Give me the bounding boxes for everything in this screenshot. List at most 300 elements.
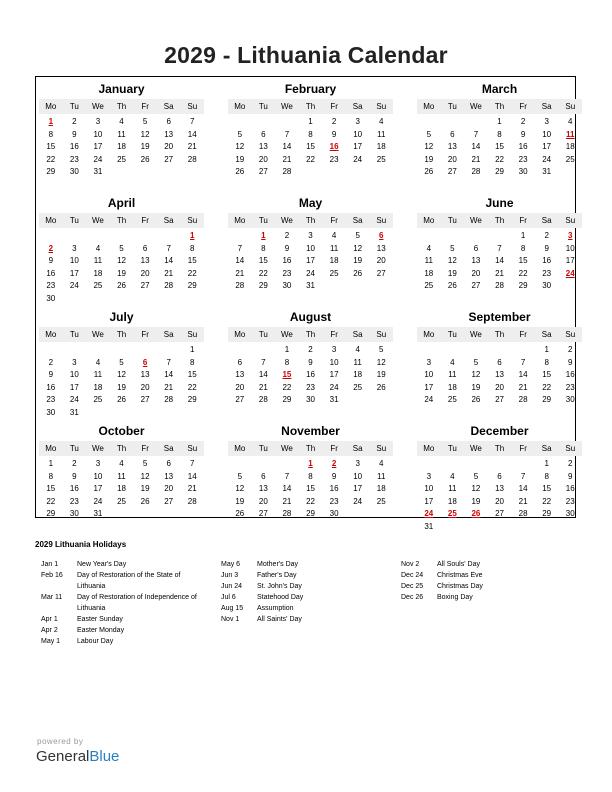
month-october — [39, 424, 204, 521]
day-cell: 19 — [447, 268, 457, 278]
day-cell: 9 — [568, 357, 573, 367]
week-row — [417, 243, 582, 256]
day-cell: 29 — [282, 395, 292, 404]
day-cell: 12 — [471, 484, 481, 493]
day-cell: 24 — [329, 382, 339, 392]
day-cell: 30 — [329, 509, 339, 518]
day-cell: 20 — [447, 154, 457, 164]
day-cell: 16 — [46, 382, 56, 392]
day-cell: 6 — [473, 243, 479, 253]
holiday-day-cell: 2 — [331, 459, 337, 468]
weekday-label: Tu — [69, 216, 79, 225]
weekday-label: Th — [305, 102, 316, 111]
day-cell: 18 — [565, 142, 575, 151]
week-row — [228, 508, 393, 521]
day-cell: 24 — [306, 268, 315, 278]
week-row — [228, 357, 393, 370]
day-cell — [228, 344, 252, 357]
day-cell: 1 — [308, 117, 313, 126]
day-cell: 13 — [495, 370, 504, 379]
week-row — [228, 471, 393, 484]
day-cell: 5 — [119, 243, 124, 253]
day-cell — [110, 166, 134, 179]
day-cell — [86, 230, 110, 243]
day-cell: 25 — [376, 496, 386, 506]
day-cell — [133, 508, 157, 521]
day-cell: 11 — [448, 370, 457, 379]
holiday-date — [41, 603, 77, 614]
day-cell: 31 — [542, 167, 552, 176]
day-cell: 20 — [140, 268, 150, 278]
day-cell — [63, 230, 87, 243]
day-cell: 4 — [355, 345, 360, 354]
week-row — [228, 496, 393, 509]
day-cell: 29 — [542, 395, 552, 404]
day-cell — [441, 521, 465, 534]
weekday-label: Th — [116, 102, 127, 111]
day-cell: 21 — [187, 484, 197, 493]
calendar-grid — [35, 76, 576, 531]
month-march — [417, 82, 582, 179]
day-cell: 23 — [69, 496, 79, 506]
day-cell: 2 — [331, 117, 337, 126]
day-cell: 23 — [46, 395, 56, 404]
weekday-label: Mo — [234, 216, 246, 225]
week-row — [39, 344, 204, 357]
day-cell: 12 — [117, 256, 126, 265]
holiday-name: Lithuania — [77, 605, 106, 612]
weekday-header — [39, 99, 204, 114]
day-cell: 23 — [518, 154, 528, 164]
day-cell: 24 — [353, 154, 363, 164]
holiday-day-cell: 1 — [308, 459, 313, 468]
holiday-item — [41, 592, 206, 603]
weekday-label: We — [92, 444, 104, 453]
day-cell: 25 — [447, 395, 457, 404]
day-cell: 22 — [282, 382, 292, 392]
day-cell: 28 — [164, 395, 174, 404]
powered-by-text: powered by — [37, 737, 84, 746]
day-cell: 16 — [282, 256, 292, 265]
day-cell — [464, 116, 488, 129]
day-cell: 10 — [353, 471, 363, 481]
day-cell: 7 — [284, 471, 290, 481]
holidays-title: 2029 Lithuania Holidays — [35, 540, 127, 549]
day-cell: 9 — [520, 129, 526, 139]
weekday-label: Su — [565, 330, 576, 339]
day-cell — [133, 230, 157, 243]
day-cell: 10 — [93, 471, 103, 481]
holiday-name: Easter Sunday — [77, 616, 123, 623]
day-cell: 9 — [568, 471, 573, 481]
day-cell: 6 — [142, 243, 148, 253]
holiday-day-cell: 25 — [447, 509, 457, 518]
day-cell: 23 — [306, 382, 315, 392]
day-cell: 8 — [48, 129, 54, 139]
day-cell: 10 — [69, 256, 79, 265]
day-cell — [464, 230, 488, 243]
day-cell: 1 — [544, 459, 549, 468]
weekday-label: Fr — [141, 216, 149, 225]
day-cell — [488, 230, 512, 243]
week-row — [228, 280, 393, 293]
day-cell: 9 — [331, 129, 337, 139]
holiday-item — [221, 592, 386, 603]
day-cell: 12 — [353, 243, 363, 253]
week-row — [228, 230, 393, 243]
week-row — [417, 268, 582, 281]
holiday-date: Dec 26 — [401, 594, 424, 601]
day-cell: 17 — [93, 142, 103, 151]
day-cell: 16 — [306, 370, 315, 379]
day-cell — [133, 166, 157, 179]
week-row — [39, 394, 204, 407]
week-row — [417, 508, 582, 521]
day-cell — [346, 166, 370, 179]
day-cell: 14 — [164, 370, 174, 379]
weekday-label: Sa — [352, 102, 363, 111]
day-cell — [157, 230, 181, 243]
weekday-label: Su — [376, 216, 387, 225]
day-cell: 21 — [187, 142, 197, 151]
day-cell: 9 — [308, 357, 313, 367]
day-cell: 28 — [518, 395, 528, 404]
day-cell: 22 — [46, 154, 56, 164]
weekday-label: Sa — [352, 330, 363, 339]
day-cell: 21 — [258, 382, 268, 392]
day-cell — [180, 508, 204, 521]
day-cell: 20 — [471, 268, 481, 278]
holiday-name: Mother's Day — [257, 561, 299, 568]
day-cell: 25 — [117, 154, 126, 164]
day-cell: 18 — [353, 370, 363, 379]
day-cell — [252, 116, 276, 129]
day-cell: 5 — [379, 345, 384, 354]
week-row — [417, 496, 582, 509]
day-cell — [133, 407, 157, 420]
month-name: December — [470, 424, 529, 438]
day-cell: 5 — [142, 459, 148, 468]
day-cell — [558, 521, 582, 534]
weekday-label: Fr — [519, 444, 527, 453]
day-cell — [369, 280, 393, 293]
day-cell — [417, 458, 441, 471]
day-cell — [417, 116, 441, 129]
day-cell: 11 — [448, 484, 457, 493]
day-cell: 28 — [471, 167, 481, 176]
day-cell: 3 — [426, 471, 432, 481]
day-cell: 4 — [568, 117, 573, 126]
weekday-label: Sa — [541, 216, 552, 225]
day-cell: 14 — [282, 142, 292, 151]
week-row — [228, 268, 393, 281]
week-row — [39, 496, 204, 509]
week-row — [228, 166, 393, 179]
day-cell: 22 — [542, 496, 552, 506]
day-cell: 13 — [140, 256, 150, 265]
weekday-label: Tu — [447, 102, 457, 111]
week-row — [39, 357, 204, 370]
week-row — [228, 382, 393, 395]
day-cell — [157, 407, 181, 420]
day-cell: 20 — [258, 154, 268, 164]
weekday-label: We — [92, 102, 104, 111]
holiday-date: Dec 25 — [401, 583, 424, 590]
weekday-label: Sa — [163, 330, 174, 339]
day-cell: 22 — [187, 382, 197, 392]
day-cell: 21 — [471, 154, 481, 164]
day-cell: 21 — [235, 268, 245, 278]
weekday-label: Tu — [69, 102, 79, 111]
day-cell — [369, 394, 393, 407]
week-row — [228, 141, 393, 154]
weekday-label: Sa — [352, 216, 363, 225]
weekday-label: Th — [494, 102, 505, 111]
day-cell: 4 — [379, 459, 384, 468]
day-cell: 25 — [353, 382, 363, 392]
holiday-item — [221, 559, 386, 570]
day-cell: 13 — [471, 256, 481, 265]
day-cell: 10 — [542, 129, 552, 139]
day-cell — [275, 458, 299, 471]
weekday-label: Su — [187, 216, 198, 225]
day-cell: 19 — [117, 268, 126, 278]
day-cell: 5 — [473, 471, 479, 481]
day-cell: 18 — [93, 268, 103, 278]
day-cell: 2 — [544, 231, 549, 240]
day-cell: 5 — [119, 357, 124, 367]
day-cell: 3 — [72, 357, 77, 367]
week-row — [417, 369, 582, 382]
day-cell: 29 — [306, 509, 315, 518]
day-cell: 14 — [235, 256, 245, 265]
month-name: September — [468, 310, 531, 324]
day-cell: 21 — [518, 382, 528, 392]
week-row — [417, 141, 582, 154]
weekday-label: We — [92, 330, 104, 339]
day-cell: 8 — [497, 129, 502, 139]
day-cell: 9 — [72, 471, 77, 481]
holiday-item — [41, 570, 206, 581]
day-cell: 14 — [495, 256, 504, 265]
weekday-label: Fr — [519, 102, 527, 111]
weekday-header — [417, 99, 582, 114]
day-cell: 1 — [284, 345, 290, 354]
day-cell: 1 — [497, 117, 502, 126]
day-cell: 11 — [329, 243, 339, 253]
day-cell: 26 — [447, 281, 457, 290]
day-cell: 8 — [284, 357, 290, 367]
month-name: January — [98, 82, 145, 96]
day-cell — [369, 166, 393, 179]
day-cell: 3 — [426, 357, 432, 367]
day-cell: 26 — [117, 281, 126, 290]
day-cell — [441, 458, 465, 471]
day-cell: 7 — [284, 129, 290, 139]
holiday-date: Jan 1 — [41, 561, 59, 568]
day-cell: 14 — [187, 471, 197, 481]
week-row — [39, 166, 204, 179]
week-row — [417, 255, 582, 268]
weekday-label: Mo — [234, 444, 246, 453]
weekday-label: We — [281, 102, 293, 111]
weekday-header — [228, 327, 393, 342]
day-cell: 13 — [164, 129, 174, 139]
day-cell — [417, 230, 441, 243]
day-cell: 12 — [424, 142, 434, 151]
weekday-label: Su — [187, 102, 198, 111]
week-row — [39, 382, 204, 395]
holiday-day-cell: 11 — [566, 129, 575, 139]
weekday-label: Fr — [519, 216, 527, 225]
holiday-date: Feb 16 — [41, 572, 63, 579]
day-cell: 28 — [187, 496, 197, 506]
day-cell: 29 — [258, 281, 268, 290]
holiday-date: May 6 — [221, 561, 241, 568]
week-row — [39, 255, 204, 268]
day-cell: 15 — [306, 142, 315, 151]
day-cell: 15 — [306, 484, 315, 493]
day-cell — [110, 293, 134, 306]
day-cell: 30 — [69, 509, 79, 518]
brand-logo — [36, 748, 119, 765]
holiday-item — [401, 581, 566, 592]
day-cell: 16 — [518, 142, 528, 151]
day-cell: 20 — [258, 496, 268, 506]
day-cell: 10 — [306, 243, 315, 253]
day-cell: 26 — [424, 167, 434, 176]
weekday-label: We — [92, 216, 104, 225]
day-cell: 11 — [93, 370, 103, 379]
day-cell: 19 — [235, 496, 245, 506]
day-cell: 1 — [520, 231, 526, 240]
day-cell: 17 — [329, 370, 339, 379]
week-row — [39, 154, 204, 167]
day-cell: 24 — [424, 395, 434, 404]
day-cell — [157, 166, 181, 179]
week-row — [39, 483, 204, 496]
day-cell — [511, 521, 535, 534]
week-row — [228, 154, 393, 167]
weekday-label: Su — [565, 444, 576, 453]
day-cell: 28 — [282, 167, 292, 176]
day-cell: 20 — [495, 382, 504, 392]
day-cell: 26 — [235, 167, 245, 176]
day-cell: 13 — [164, 471, 174, 481]
day-cell: 19 — [235, 154, 245, 164]
day-cell: 27 — [235, 395, 245, 404]
weekday-label: Sa — [541, 444, 552, 453]
day-cell: 5 — [450, 243, 455, 253]
day-cell: 19 — [140, 142, 150, 151]
day-cell: 8 — [190, 243, 195, 253]
day-cell: 6 — [497, 471, 502, 481]
week-row — [228, 369, 393, 382]
day-cell: 13 — [495, 484, 504, 493]
day-cell — [110, 230, 134, 243]
day-cell: 26 — [353, 268, 363, 278]
day-cell: 27 — [140, 281, 150, 290]
day-cell: 3 — [95, 459, 101, 468]
day-cell: 27 — [495, 395, 504, 404]
day-cell: 8 — [308, 471, 313, 481]
day-cell: 30 — [306, 395, 315, 404]
day-cell: 30 — [518, 167, 528, 176]
day-cell — [441, 116, 465, 129]
holiday-date: May 1 — [41, 638, 61, 645]
holiday-name: All Souls' Day — [437, 561, 480, 568]
day-cell: 1 — [190, 345, 195, 354]
day-cell: 10 — [69, 370, 79, 379]
day-cell: 23 — [46, 281, 56, 290]
day-cell: 10 — [565, 243, 575, 253]
week-row — [39, 141, 204, 154]
day-cell — [511, 458, 535, 471]
day-cell — [488, 521, 512, 534]
day-cell: 14 — [164, 256, 174, 265]
day-cell: 9 — [331, 471, 337, 481]
holiday-day-cell: 3 — [568, 231, 573, 240]
holiday-name: Christmas Day — [437, 583, 483, 590]
holiday-item — [221, 603, 386, 614]
week-row — [39, 407, 204, 420]
holiday-column-1 — [41, 559, 206, 647]
day-cell: 31 — [424, 521, 434, 531]
day-cell: 20 — [376, 256, 386, 265]
week-row — [417, 394, 582, 407]
day-cell: 29 — [46, 509, 56, 518]
day-cell: 6 — [237, 357, 243, 367]
day-cell: 25 — [93, 395, 103, 404]
day-cell: 18 — [376, 142, 386, 151]
day-cell: 11 — [353, 357, 362, 367]
weekday-label: Tu — [69, 330, 79, 339]
weekday-header — [228, 99, 393, 114]
day-cell: 19 — [471, 496, 481, 506]
weekday-label: Th — [494, 444, 505, 453]
weekday-label: Fr — [141, 102, 149, 111]
day-cell: 3 — [355, 459, 360, 468]
day-cell: 6 — [450, 129, 455, 139]
holiday-name: St. John's Day — [257, 583, 302, 590]
day-cell: 12 — [235, 142, 245, 151]
day-cell: 4 — [450, 471, 455, 481]
weekday-label: Fr — [141, 444, 149, 453]
weekday-label: Tu — [258, 444, 268, 453]
day-cell: 31 — [306, 281, 315, 290]
day-cell: 4 — [95, 357, 101, 367]
week-row — [417, 382, 582, 395]
day-cell: 27 — [164, 154, 174, 164]
day-cell: 16 — [565, 484, 575, 493]
day-cell: 7 — [166, 357, 171, 367]
day-cell — [535, 521, 559, 534]
day-cell — [441, 344, 465, 357]
day-cell: 22 — [542, 382, 552, 392]
day-cell: 23 — [565, 382, 575, 392]
weekday-label: Su — [565, 216, 576, 225]
week-row — [417, 344, 582, 357]
day-cell: 8 — [520, 243, 526, 253]
day-cell: 4 — [119, 459, 124, 468]
day-cell: 4 — [331, 231, 337, 240]
weekday-label: Mo — [45, 444, 57, 453]
day-cell — [464, 458, 488, 471]
day-cell — [346, 508, 370, 521]
day-cell: 5 — [355, 231, 360, 240]
weekday-header — [417, 213, 582, 228]
weekday-header — [39, 213, 204, 228]
